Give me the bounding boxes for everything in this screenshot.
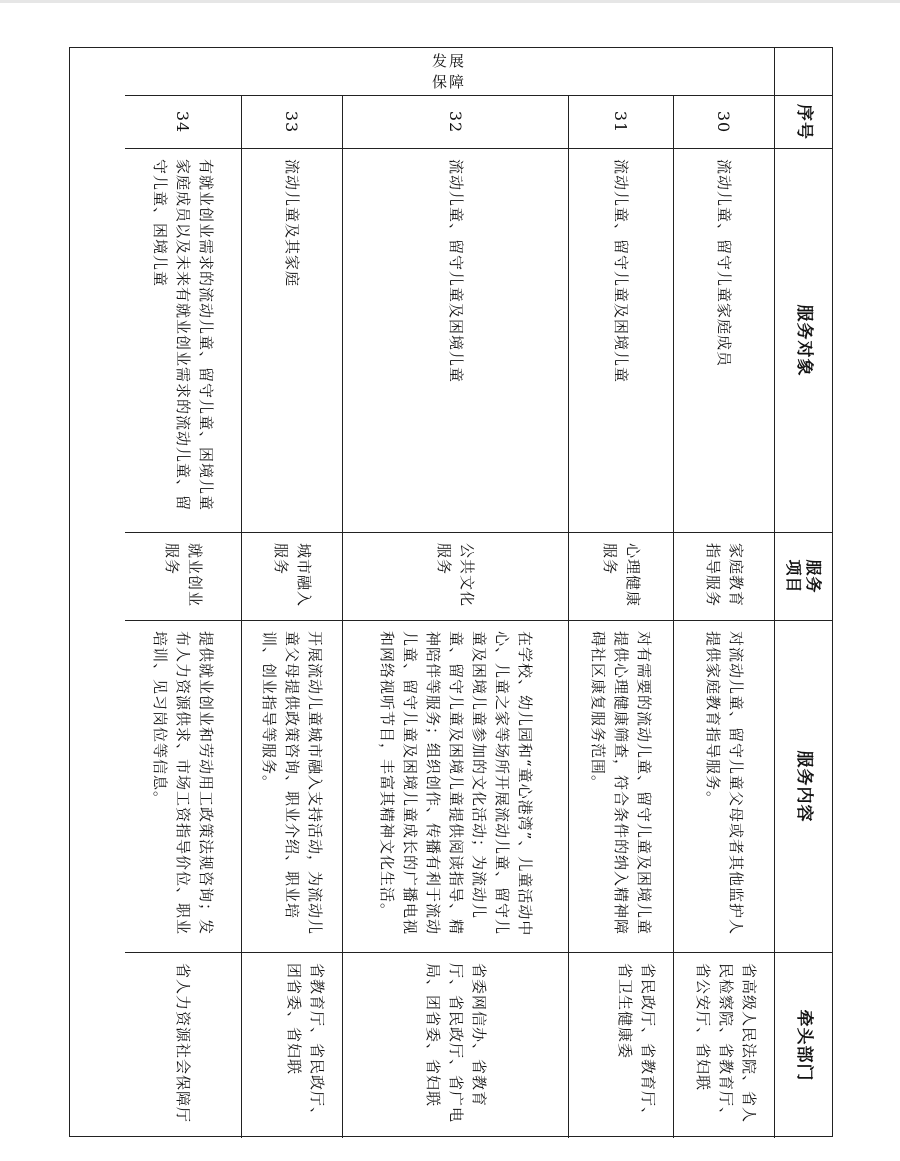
- row-34-dept: 省人力资源社会保障厅: [174, 963, 193, 1124]
- row-31-no: 31: [568, 96, 673, 149]
- row-32-target: 流动儿童、留守儿童及困境儿童: [342, 149, 568, 533]
- top-edge-line: [0, 0, 900, 3]
- header-item-label: 服务项目: [784, 559, 824, 594]
- header-no: 序号: [774, 96, 832, 149]
- header-content: 服务内容: [774, 621, 832, 953]
- row-32-content: 在学校、幼儿园和“童心港湾”、儿童活动中心、儿童之家等场所开展流动儿童、留守儿童及困境儿童参加的文化活动；为流动儿童、留守儿童及困境儿童提供阅读指导、精神陪伴等服务；组织创作、传播有利于流动儿童、留守儿童及困境儿童成长的广播电视和网络视听节目，丰富其精神文化生活。: [342, 621, 568, 953]
- row-33-item: 城市融入服务: [241, 533, 342, 621]
- row-34-no: 34: [125, 96, 241, 149]
- row-31-dept: 省民政厅、省教育厅、省卫生健康委: [568, 953, 673, 1138]
- row-32-dept: 省委网信办、省教育厅、省民政厅、省广电局、团省委、省妇联: [342, 953, 568, 1138]
- row-30-target: 流动儿童、留守儿童家庭成员: [673, 149, 774, 533]
- row-34-content: 提供就业创业和劳动用工政策法规咨询；发布人力资源供求、市场工资指导价位、职业培训、见习岗位等信息。: [125, 621, 241, 953]
- row-30-dept: 省高级人民法院、省人民检察院、省教育厅、省公安厅、省妇联: [673, 953, 774, 1138]
- row-30-item: 家庭教育指导服务: [673, 533, 774, 621]
- row-34-item: 就业创业服务: [125, 533, 241, 621]
- row-31-target: 流动儿童、留守儿童及困境儿童: [568, 149, 673, 533]
- row-30-no: 30: [673, 96, 774, 149]
- row-33-content: 开展流动儿童城市融入支持活动，为流动儿童父母提供政策咨询、职业介绍、职业培训、创业指导等服务。: [241, 621, 342, 953]
- row-33-no: 33: [241, 96, 342, 149]
- service-table: [69, 47, 833, 1137]
- row-30-content: 对流动儿童、留守儿童父母或者其他监护人提供家庭教育指导服务。: [673, 621, 774, 953]
- row-34-target: 有就业创业需求的流动儿童、留守儿童、困境儿童家庭成员以及未来有就业创业需求的流动儿童、留守儿童、困境儿童: [125, 149, 241, 533]
- row-33-dept: 省教育厅、省民政厅、团省委、省妇联: [241, 953, 342, 1138]
- header-dept: 牵头部门: [774, 953, 832, 1138]
- header-target: 服务对象: [774, 149, 832, 533]
- rotated-page: [69, 47, 833, 1137]
- row-31-item: 心理健康服务: [568, 533, 673, 621]
- category-cell: [125, 48, 774, 96]
- category-label: 发展保障: [432, 51, 467, 91]
- category-header-blank: [774, 48, 832, 96]
- row-33-target: 流动儿童及其家庭: [241, 149, 342, 533]
- row-32-no: 32: [342, 96, 568, 149]
- row-31-content: 对有需要的流动儿童、留守儿童及困境儿童提供心理健康筛查，符合条件的纳入精神障碍社区康复服务范围。: [568, 621, 673, 953]
- header-item: [774, 533, 832, 621]
- row-32-item: 公共文化服务: [342, 533, 568, 621]
